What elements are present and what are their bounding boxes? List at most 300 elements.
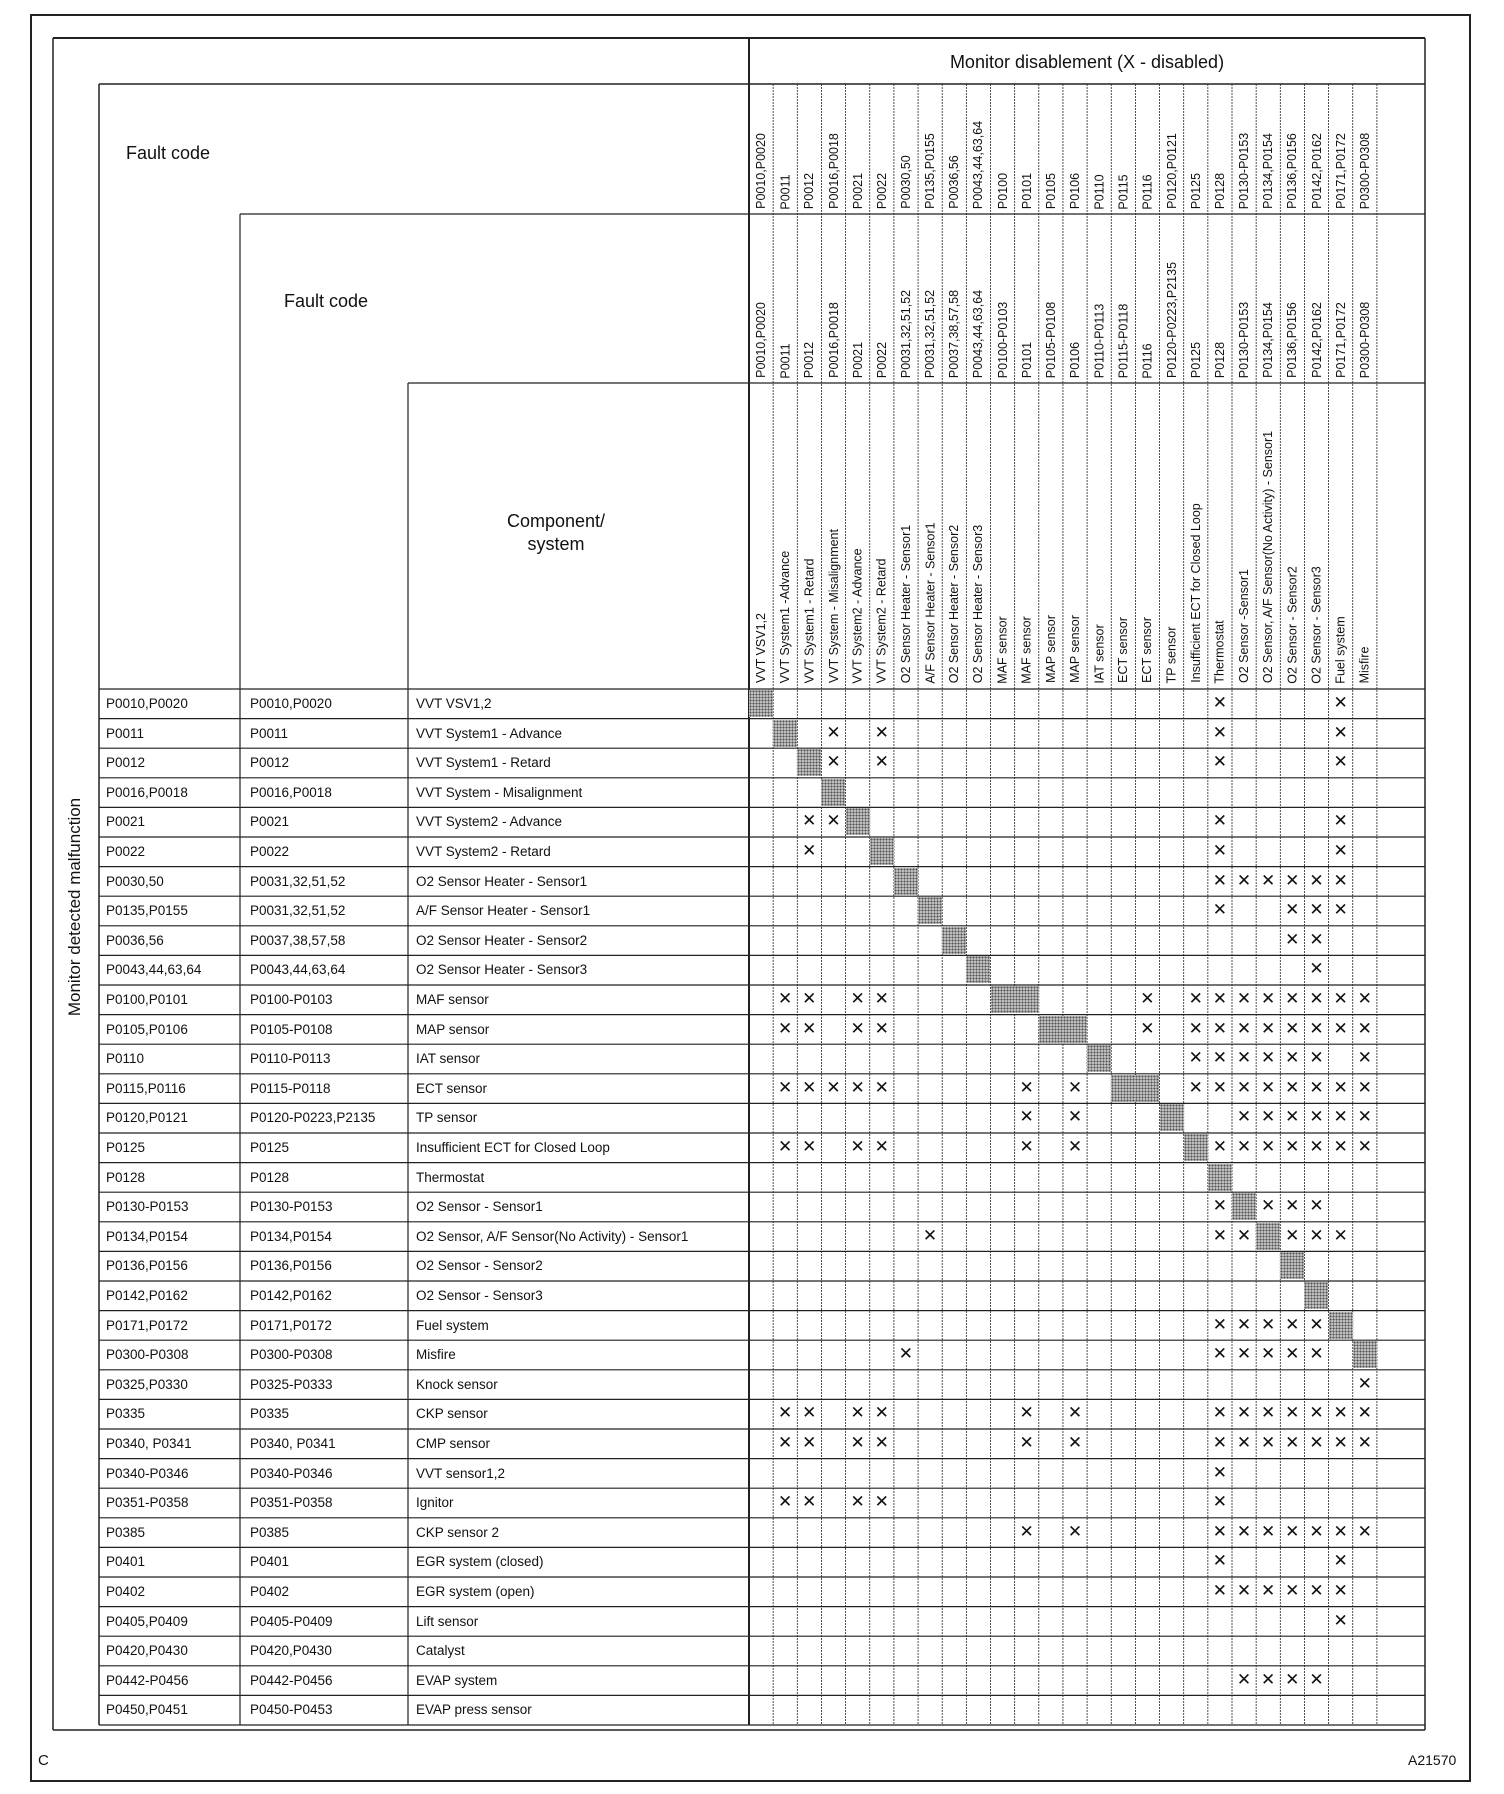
diagonal-shaded-cell (1015, 986, 1039, 1013)
row-component: Thermostat (416, 1169, 485, 1185)
row-component: O2 Sensor Heater - Sensor1 (416, 873, 588, 889)
column-code-1: P0016,P0018 (826, 133, 841, 209)
monitor-disablement-title: Monitor disablement (X - disabled) (949, 51, 1225, 72)
column-component: O2 Sensor Heater - Sensor2 (947, 524, 962, 684)
column-code-2: P0010,P0020 (753, 302, 768, 378)
row-fault-code-2: P0120-P0223,P2135 (250, 1110, 376, 1126)
row-fault-code-1: P0043,44,63,64 (106, 962, 202, 978)
x-disabled-mark: ✕ (1019, 1137, 1034, 1157)
diagonal-shaded-cell (1039, 1016, 1063, 1043)
diagonal-shaded-cell (870, 838, 894, 865)
row-fault-code-1: P0335 (106, 1406, 146, 1422)
column-code-1: P0110 (1092, 173, 1107, 210)
x-disabled-mark: ✕ (1285, 1669, 1300, 1690)
column-code-1: P0030,50 (898, 155, 913, 209)
x-disabled-mark: ✕ (1285, 1521, 1300, 1542)
x-disabled-mark: ✕ (850, 1137, 865, 1157)
row-component: CKP sensor (416, 1406, 488, 1422)
x-disabled-mark: ✕ (1285, 1048, 1300, 1069)
row-component: Misfire (416, 1347, 456, 1363)
diagonal-shaded-cell (1208, 1164, 1232, 1191)
x-disabled-mark: ✕ (1285, 870, 1300, 891)
x-disabled-mark: ✕ (802, 1077, 817, 1098)
column-component: VVT System2 - Retard (874, 558, 889, 683)
row-component: MAP sensor (416, 1021, 490, 1037)
row-component: EGR system (open) (416, 1584, 535, 1599)
column-component: A/F Sensor Heater - Sensor1 (923, 521, 938, 684)
x-disabled-mark: ✕ (1309, 1521, 1324, 1542)
row-component: VVT System1 - Advance (416, 725, 563, 741)
row-fault-code-2: P0335 (250, 1406, 290, 1422)
x-disabled-mark: ✕ (1333, 989, 1348, 1009)
column-code-2: P0300-P0308 (1358, 301, 1373, 379)
row-component: O2 Sensor - Sensor3 (416, 1288, 543, 1303)
row-fault-code-1: P0136,P0156 (106, 1258, 188, 1274)
row-component: CMP sensor (416, 1436, 491, 1451)
row-fault-code-1: P0022 (106, 844, 146, 859)
x-disabled-mark: ✕ (1212, 722, 1227, 743)
x-disabled-mark: ✕ (778, 989, 793, 1009)
x-disabled-mark: ✕ (1236, 1018, 1252, 1039)
diagonal-shaded-cell (1063, 1016, 1087, 1043)
row-component: O2 Sensor, A/F Sensor(No Activity) - Sensor1 (416, 1228, 689, 1244)
x-disabled-mark: ✕ (1019, 1521, 1034, 1542)
row-fault-code-2: P0037,38,57,58 (250, 932, 346, 948)
diagonal-shaded-cell (918, 897, 942, 924)
x-disabled-mark: ✕ (1309, 929, 1324, 950)
column-code-2: P0022 (874, 341, 889, 379)
x-disabled-mark: ✕ (1212, 1018, 1227, 1039)
column-component: O2 Sensor Heater - Sensor3 (971, 524, 986, 684)
row-component: VVT System - Misalignment (416, 784, 583, 800)
x-disabled-mark: ✕ (1261, 870, 1276, 891)
x-disabled-mark: ✕ (1236, 1433, 1252, 1453)
x-disabled-mark: ✕ (802, 1433, 817, 1453)
column-code-1: P0136,P0156 (1285, 133, 1300, 209)
row-component: EGR system (closed) (416, 1554, 544, 1570)
x-disabled-mark: ✕ (1333, 752, 1348, 773)
column-component: VVT VSV1,2 (754, 613, 769, 683)
x-disabled-mark: ✕ (1285, 1077, 1300, 1098)
x-disabled-mark: ✕ (1261, 1314, 1276, 1335)
x-disabled-mark: ✕ (802, 1137, 817, 1157)
row-component: Fuel system (416, 1317, 489, 1333)
column-code-1: P0021 (850, 172, 865, 210)
x-disabled-mark: ✕ (1261, 1521, 1276, 1542)
column-component: MAP sensor (1043, 615, 1058, 683)
x-disabled-mark: ✕ (1261, 1018, 1276, 1039)
row-fault-code-1: P0115,P0116 (106, 1080, 186, 1096)
row-component: Insufficient ECT for Closed Loop (416, 1140, 610, 1155)
x-disabled-mark: ✕ (1333, 1077, 1348, 1098)
x-disabled-mark: ✕ (778, 1077, 793, 1098)
x-disabled-mark: ✕ (1019, 1433, 1034, 1453)
x-disabled-mark: ✕ (826, 1077, 841, 1098)
column-code-1: P0022 (874, 172, 889, 210)
x-disabled-mark: ✕ (850, 1018, 865, 1039)
row-fault-code-2: P0142,P0162 (250, 1288, 332, 1303)
column-component: Fuel system (1333, 615, 1348, 684)
x-disabled-mark: ✕ (1236, 1137, 1252, 1157)
x-disabled-mark: ✕ (1140, 1018, 1155, 1039)
x-disabled-mark: ✕ (1212, 1077, 1227, 1098)
column-component: O2 Sensor - Sensor2 (1285, 565, 1300, 684)
x-disabled-mark: ✕ (1357, 1433, 1372, 1453)
column-code-2: P0130-P0153 (1237, 301, 1252, 379)
x-disabled-mark: ✕ (874, 752, 889, 773)
column-component: O2 Sensor - Sensor3 (1309, 565, 1324, 684)
row-component: Lift sensor (416, 1613, 479, 1629)
x-disabled-mark: ✕ (850, 1403, 865, 1424)
x-disabled-mark: ✕ (1285, 1196, 1300, 1217)
column-code-2: P0101 (1019, 341, 1034, 379)
x-disabled-mark: ✕ (778, 1137, 793, 1157)
x-disabled-mark: ✕ (1309, 1433, 1324, 1453)
row-fault-code-2: P0351-P0358 (250, 1495, 333, 1511)
x-disabled-mark: ✕ (1333, 811, 1348, 832)
column-code-1: P0100 (995, 172, 1010, 210)
x-disabled-mark: ✕ (1309, 1137, 1324, 1157)
row-component: EVAP press sensor (416, 1702, 532, 1718)
column-code-2: P0043,44,63,64 (971, 289, 986, 379)
column-code-1: P0130-P0153 (1237, 132, 1252, 210)
row-fault-code-1: P0340-P0346 (106, 1465, 189, 1481)
x-disabled-mark: ✕ (1357, 1048, 1372, 1069)
column-component: MAP sensor (1067, 615, 1082, 683)
fault-code-header-2: Fault code (284, 291, 369, 311)
x-disabled-mark: ✕ (1236, 1344, 1252, 1365)
row-fault-code-2: P0010,P0020 (250, 696, 332, 711)
x-disabled-mark: ✕ (802, 1018, 817, 1039)
row-fault-code-2: P0021 (250, 814, 290, 830)
column-component: O2 Sensor, A/F Sensor(No Activity) - Sensor1 (1261, 430, 1276, 684)
x-disabled-mark: ✕ (1212, 693, 1227, 713)
diagonal-shaded-cell (1135, 1075, 1159, 1102)
x-disabled-mark: ✕ (874, 1077, 889, 1098)
x-disabled-mark: ✕ (1067, 1137, 1083, 1157)
x-disabled-mark: ✕ (1140, 989, 1155, 1009)
x-disabled-mark: ✕ (1067, 1433, 1083, 1453)
x-disabled-mark: ✕ (1212, 841, 1227, 861)
x-disabled-mark: ✕ (1212, 1225, 1227, 1246)
x-disabled-mark: ✕ (778, 1492, 793, 1513)
x-disabled-mark: ✕ (1285, 1107, 1300, 1128)
column-component: ECT sensor (1116, 617, 1131, 683)
x-disabled-mark: ✕ (1333, 1433, 1348, 1453)
x-disabled-mark: ✕ (1333, 1403, 1348, 1424)
column-component: IAT sensor (1092, 623, 1107, 684)
fault-code-header-1: Fault code (126, 143, 211, 163)
x-disabled-mark: ✕ (1212, 811, 1227, 832)
x-disabled-mark: ✕ (1212, 1344, 1227, 1365)
column-code-2: P0115-P0118 (1116, 303, 1131, 378)
column-code-1: P0105 (1043, 172, 1058, 210)
row-fault-code-1: P0135,P0155 (106, 903, 188, 919)
x-disabled-mark: ✕ (1357, 1018, 1372, 1039)
x-disabled-mark: ✕ (1212, 1137, 1227, 1157)
diagonal-shaded-cell (1353, 1341, 1377, 1368)
column-code-2: P0171,P0172 (1333, 302, 1348, 378)
row-component: O2 Sensor - Sensor1 (416, 1199, 543, 1215)
column-code-2: P0105-P0108 (1044, 301, 1059, 379)
row-fault-code-1: P0402 (106, 1584, 146, 1599)
column-code-2: P0134,P0154 (1261, 302, 1276, 378)
x-disabled-mark: ✕ (1261, 1403, 1276, 1424)
row-fault-code-2: P0171,P0172 (250, 1317, 332, 1333)
x-disabled-mark: ✕ (1285, 1018, 1300, 1039)
column-code-1: P0135,P0155 (923, 133, 938, 209)
x-disabled-mark: ✕ (1309, 1669, 1324, 1690)
diagonal-shaded-cell (894, 868, 918, 895)
column-component: VVT System2 - Advance (850, 547, 865, 684)
diagonal-shaded-cell (749, 690, 773, 717)
diagonal-shaded-cell (1280, 1252, 1304, 1279)
row-fault-code-2: P0105-P0108 (250, 1021, 333, 1037)
x-disabled-mark: ✕ (1236, 1048, 1252, 1069)
x-disabled-mark: ✕ (1236, 1521, 1252, 1542)
row-fault-code-2: P0401 (250, 1554, 290, 1570)
row-component: VVT System2 - Advance (416, 814, 563, 830)
column-code-2: P0120-P0223,P2135 (1164, 261, 1179, 379)
x-disabled-mark: ✕ (1212, 1462, 1227, 1483)
row-fault-code-2: P0128 (250, 1169, 290, 1185)
x-disabled-mark: ✕ (1236, 1669, 1252, 1690)
column-code-2: P0021 (850, 341, 865, 379)
column-code-1: P0036,56 (947, 155, 962, 209)
column-component: VVT System1 - Retard (802, 558, 817, 683)
x-disabled-mark: ✕ (1212, 1196, 1227, 1217)
x-disabled-mark: ✕ (1261, 1196, 1276, 1217)
x-disabled-mark: ✕ (850, 1433, 865, 1453)
x-disabled-mark: ✕ (1333, 900, 1348, 921)
row-component: VVT VSV1,2 (416, 696, 492, 711)
x-disabled-mark: ✕ (1309, 1196, 1324, 1217)
column-component: VVT System - Misalignment (826, 529, 841, 683)
x-disabled-mark: ✕ (1333, 722, 1348, 743)
row-fault-code-1: P0030,50 (106, 873, 164, 889)
row-fault-code-2: P0100-P0103 (250, 992, 333, 1007)
column-code-1: P0171,P0172 (1333, 133, 1348, 209)
column-code-1: P0012 (802, 172, 817, 210)
x-disabled-mark: ✕ (1309, 870, 1324, 891)
x-disabled-mark: ✕ (1261, 1669, 1276, 1690)
column-code-1: P0115 (1116, 173, 1131, 210)
row-component: O2 Sensor - Sensor2 (416, 1258, 543, 1274)
x-disabled-mark: ✕ (1333, 1137, 1348, 1157)
x-disabled-mark: ✕ (1333, 1018, 1348, 1039)
x-disabled-mark: ✕ (1019, 1077, 1034, 1098)
diagonal-shaded-cell (846, 808, 870, 835)
row-fault-code-1: P0300-P0308 (106, 1347, 189, 1363)
row-component: O2 Sensor Heater - Sensor3 (416, 962, 588, 978)
column-code-2: P0011 (778, 342, 793, 379)
x-disabled-mark: ✕ (1188, 989, 1203, 1009)
component-system-header: Component/ system (506, 511, 606, 554)
row-fault-code-1: P0021 (106, 814, 146, 830)
corner-letter: C (38, 1752, 49, 1769)
x-disabled-mark: ✕ (1067, 1403, 1083, 1424)
column-component: ECT sensor (1140, 617, 1155, 683)
x-disabled-mark: ✕ (802, 1403, 817, 1424)
column-code-2: P0136,P0156 (1285, 302, 1300, 378)
row-fault-code-1: P0036,56 (106, 932, 164, 948)
x-disabled-mark: ✕ (1188, 1018, 1203, 1039)
row-fault-code-1: P0442-P0456 (106, 1672, 189, 1688)
x-disabled-mark: ✕ (1212, 1314, 1227, 1335)
column-component: Misfire (1357, 646, 1372, 683)
row-fault-code-2: P0043,44,63,64 (250, 962, 346, 978)
column-code-2: P0110-P0113 (1091, 303, 1106, 378)
column-code-1: P0300-P0308 (1358, 132, 1373, 210)
column-component: MAF sensor (995, 615, 1010, 684)
column-code-1: P0010,P0020 (753, 133, 768, 209)
row-component: Catalyst (416, 1643, 465, 1659)
column-component: Insufficient ECT for Closed Loop (1188, 503, 1203, 683)
row-fault-code-2: P0012 (250, 755, 290, 771)
x-disabled-mark: ✕ (1333, 1225, 1348, 1246)
column-code-2: P0142,P0162 (1309, 302, 1324, 378)
x-disabled-mark: ✕ (850, 989, 865, 1009)
x-disabled-mark: ✕ (1285, 1581, 1300, 1601)
row-fault-code-1: P0450,P0451 (106, 1702, 188, 1718)
diagonal-shaded-cell (797, 749, 821, 776)
x-disabled-mark: ✕ (1357, 1107, 1372, 1128)
x-disabled-mark: ✕ (1333, 1581, 1348, 1601)
row-fault-code-1: P0171,P0172 (106, 1317, 188, 1333)
x-disabled-mark: ✕ (1261, 1433, 1276, 1453)
x-disabled-mark: ✕ (1309, 1581, 1324, 1601)
diagonal-shaded-cell (1256, 1223, 1280, 1250)
x-disabled-mark: ✕ (1309, 959, 1324, 980)
column-code-2: P0106 (1068, 341, 1083, 379)
figure-id: A21570 (1408, 1752, 1457, 1768)
x-disabled-mark: ✕ (1261, 1344, 1276, 1365)
row-fault-code-1: P0420,P0430 (106, 1643, 188, 1659)
x-disabled-mark: ✕ (1188, 1077, 1203, 1098)
column-code-1: P0101 (1019, 172, 1034, 210)
x-disabled-mark: ✕ (1309, 1403, 1324, 1424)
x-disabled-mark: ✕ (1261, 989, 1276, 1009)
row-fault-code-1: P0325,P0330 (106, 1376, 188, 1392)
column-code-1: P0043,44,63,64 (971, 120, 986, 210)
x-disabled-mark: ✕ (1212, 989, 1227, 1009)
diagonal-shaded-cell (821, 779, 845, 806)
x-disabled-mark: ✕ (778, 1018, 793, 1039)
column-code-2: P0031,32,51,52 (923, 289, 938, 379)
row-fault-code-2: P0031,32,51,52 (250, 903, 346, 919)
diagonal-shaded-cell (1232, 1193, 1256, 1220)
x-disabled-mark: ✕ (1236, 1314, 1252, 1335)
x-disabled-mark: ✕ (1067, 1521, 1083, 1542)
x-disabled-mark: ✕ (1236, 989, 1252, 1009)
row-fault-code-2: P0420,P0430 (250, 1643, 332, 1659)
x-disabled-mark: ✕ (1309, 1344, 1324, 1365)
diagonal-shaded-cell (1304, 1282, 1328, 1309)
row-fault-code-2: P0340, P0341 (250, 1436, 336, 1451)
x-disabled-mark: ✕ (874, 1018, 889, 1039)
column-component: O2 Sensor -Sensor1 (1237, 569, 1252, 683)
figure-frame (30, 14, 1471, 1782)
column-code-1: P0125 (1188, 172, 1203, 210)
x-disabled-mark: ✕ (1212, 1492, 1227, 1513)
column-component: TP sensor (1164, 626, 1179, 683)
x-disabled-mark: ✕ (1309, 1077, 1324, 1098)
row-fault-code-1: P0130-P0153 (106, 1199, 189, 1215)
column-component: MAF sensor (1019, 615, 1034, 684)
x-disabled-mark: ✕ (1212, 752, 1227, 773)
x-disabled-mark: ✕ (1019, 1403, 1034, 1424)
x-disabled-mark: ✕ (1285, 1433, 1300, 1453)
row-fault-code-2: P0450-P0453 (250, 1702, 333, 1718)
x-disabled-mark: ✕ (1236, 1077, 1252, 1098)
x-disabled-mark: ✕ (1333, 1610, 1348, 1631)
x-disabled-mark: ✕ (1357, 1077, 1372, 1098)
row-component: VVT System1 - Retard (416, 755, 551, 771)
row-fault-code-2: P0110-P0113 (250, 1051, 331, 1067)
x-disabled-mark: ✕ (802, 989, 817, 1009)
row-fault-code-1: P0351-P0358 (106, 1495, 189, 1511)
x-disabled-mark: ✕ (802, 811, 817, 832)
row-fault-code-1: P0340, P0341 (106, 1436, 192, 1451)
x-disabled-mark: ✕ (826, 811, 841, 832)
column-code-1: P0142,P0162 (1309, 133, 1324, 209)
x-disabled-mark: ✕ (1285, 1403, 1300, 1424)
x-disabled-mark: ✕ (802, 841, 817, 861)
row-fault-code-1: P0401 (106, 1554, 146, 1570)
row-fault-code-2: P0031,32,51,52 (250, 873, 346, 889)
row-fault-code-2: P0022 (250, 844, 290, 859)
x-disabled-mark: ✕ (1236, 1107, 1252, 1128)
x-disabled-mark: ✕ (1212, 900, 1227, 921)
x-disabled-mark: ✕ (850, 1077, 865, 1098)
x-disabled-mark: ✕ (1309, 989, 1324, 1009)
x-disabled-mark: ✕ (1309, 1107, 1324, 1128)
row-fault-code-1: P0105,P0106 (106, 1021, 188, 1037)
x-disabled-mark: ✕ (826, 722, 841, 743)
x-disabled-mark: ✕ (1236, 1403, 1252, 1424)
x-disabled-mark: ✕ (922, 1225, 938, 1246)
row-fault-code-1: P0120,P0121 (106, 1110, 188, 1126)
row-fault-code-2: P0405-P0409 (250, 1613, 333, 1629)
column-code-1: P0116 (1140, 173, 1155, 210)
x-disabled-mark: ✕ (1285, 989, 1300, 1009)
x-disabled-mark: ✕ (1357, 1403, 1372, 1424)
diagonal-shaded-cell (1184, 1134, 1208, 1161)
x-disabled-mark: ✕ (1309, 1314, 1324, 1335)
row-fault-code-1: P0125 (106, 1140, 146, 1155)
x-disabled-mark: ✕ (1333, 870, 1348, 891)
x-disabled-mark: ✕ (1285, 1137, 1300, 1157)
row-component: CKP sensor 2 (416, 1524, 500, 1540)
x-disabled-mark: ✕ (1309, 900, 1324, 921)
diagonal-shaded-cell (1329, 1312, 1353, 1339)
x-disabled-mark: ✕ (802, 1492, 817, 1513)
x-disabled-mark: ✕ (1212, 1433, 1227, 1453)
x-disabled-mark: ✕ (1333, 1107, 1348, 1128)
column-code-2: P0031,32,51,52 (899, 289, 914, 379)
x-disabled-mark: ✕ (1236, 1581, 1252, 1601)
row-component: A/F Sensor Heater - Sensor1 (416, 903, 591, 919)
x-disabled-mark: ✕ (874, 989, 889, 1009)
x-disabled-mark: ✕ (1285, 1225, 1300, 1246)
column-code-2: P0100-P0103 (995, 301, 1010, 379)
x-disabled-mark: ✕ (1212, 1581, 1227, 1601)
x-disabled-mark: ✕ (1236, 1225, 1252, 1246)
diagonal-shaded-cell (991, 986, 1015, 1013)
column-component: O2 Sensor Heater - Sensor1 (899, 524, 914, 684)
row-component: EVAP system (416, 1672, 498, 1688)
x-disabled-mark: ✕ (1261, 1581, 1276, 1601)
